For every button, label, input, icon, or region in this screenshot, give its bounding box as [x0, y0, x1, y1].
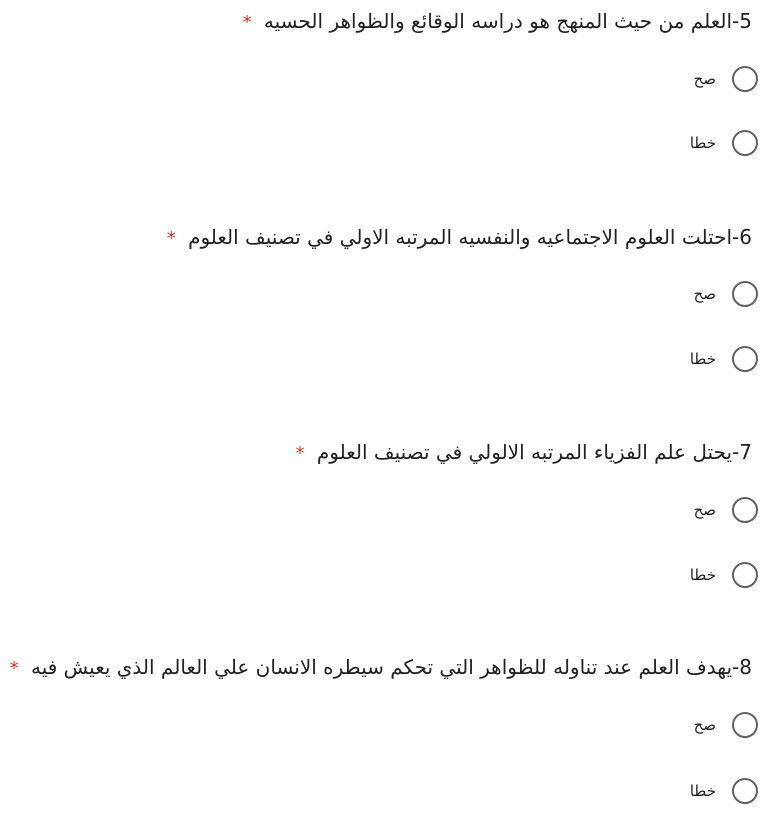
question-6-option-false[interactable] — [690, 344, 758, 374]
question-title-text: 6-احتلت العلوم الاجتماعيه والنفسيه المرتبه الاولي في تصنيف العلوم — [188, 225, 752, 249]
option-label: خطا — [689, 134, 716, 152]
question-7-option-false[interactable] — [690, 560, 758, 590]
option-label: خطا — [689, 566, 716, 584]
radio-button[interactable] — [732, 130, 758, 156]
question-8-title — [10, 652, 752, 682]
question-8-option-true[interactable] — [694, 710, 758, 740]
option-label: صح — [693, 70, 716, 88]
option-label: خطا — [689, 350, 716, 368]
radio-button[interactable] — [732, 66, 758, 92]
required-asterisk: * — [166, 228, 176, 249]
required-asterisk: * — [295, 443, 305, 464]
question-7-title — [296, 437, 752, 467]
radio-button[interactable] — [732, 497, 758, 523]
question-title-text: 7-يحتل علم الفزياء المرتبه الالولي في تصنيف العلوم — [316, 440, 752, 464]
question-7-option-true[interactable] — [694, 495, 758, 525]
question-6-title — [167, 222, 752, 252]
question-5-option-true[interactable] — [694, 64, 758, 94]
radio-button[interactable] — [732, 712, 758, 738]
radio-button[interactable] — [732, 281, 758, 307]
option-label: صح — [693, 285, 716, 303]
required-asterisk: * — [242, 12, 252, 33]
question-6-option-true[interactable] — [694, 279, 758, 309]
option-label: صح — [693, 501, 716, 519]
question-5-title — [243, 6, 752, 36]
required-asterisk: * — [9, 658, 19, 679]
option-label: خطا — [689, 782, 716, 800]
radio-button[interactable] — [732, 346, 758, 372]
question-5-option-false[interactable] — [690, 128, 758, 158]
radio-button[interactable] — [732, 562, 758, 588]
question-title-text: 8-يهدف العلم عند تناوله للظواهر التي تحكم سيطره الانسان علي العالم الذي يعيش فيه — [30, 655, 752, 679]
question-8-option-false[interactable] — [690, 776, 758, 806]
option-label: صح — [693, 716, 716, 734]
radio-button[interactable] — [732, 778, 758, 804]
question-title-text: 5-العلم من حيث المنهج هو دراسه الوقائع والظواهر الحسيه — [263, 9, 752, 33]
